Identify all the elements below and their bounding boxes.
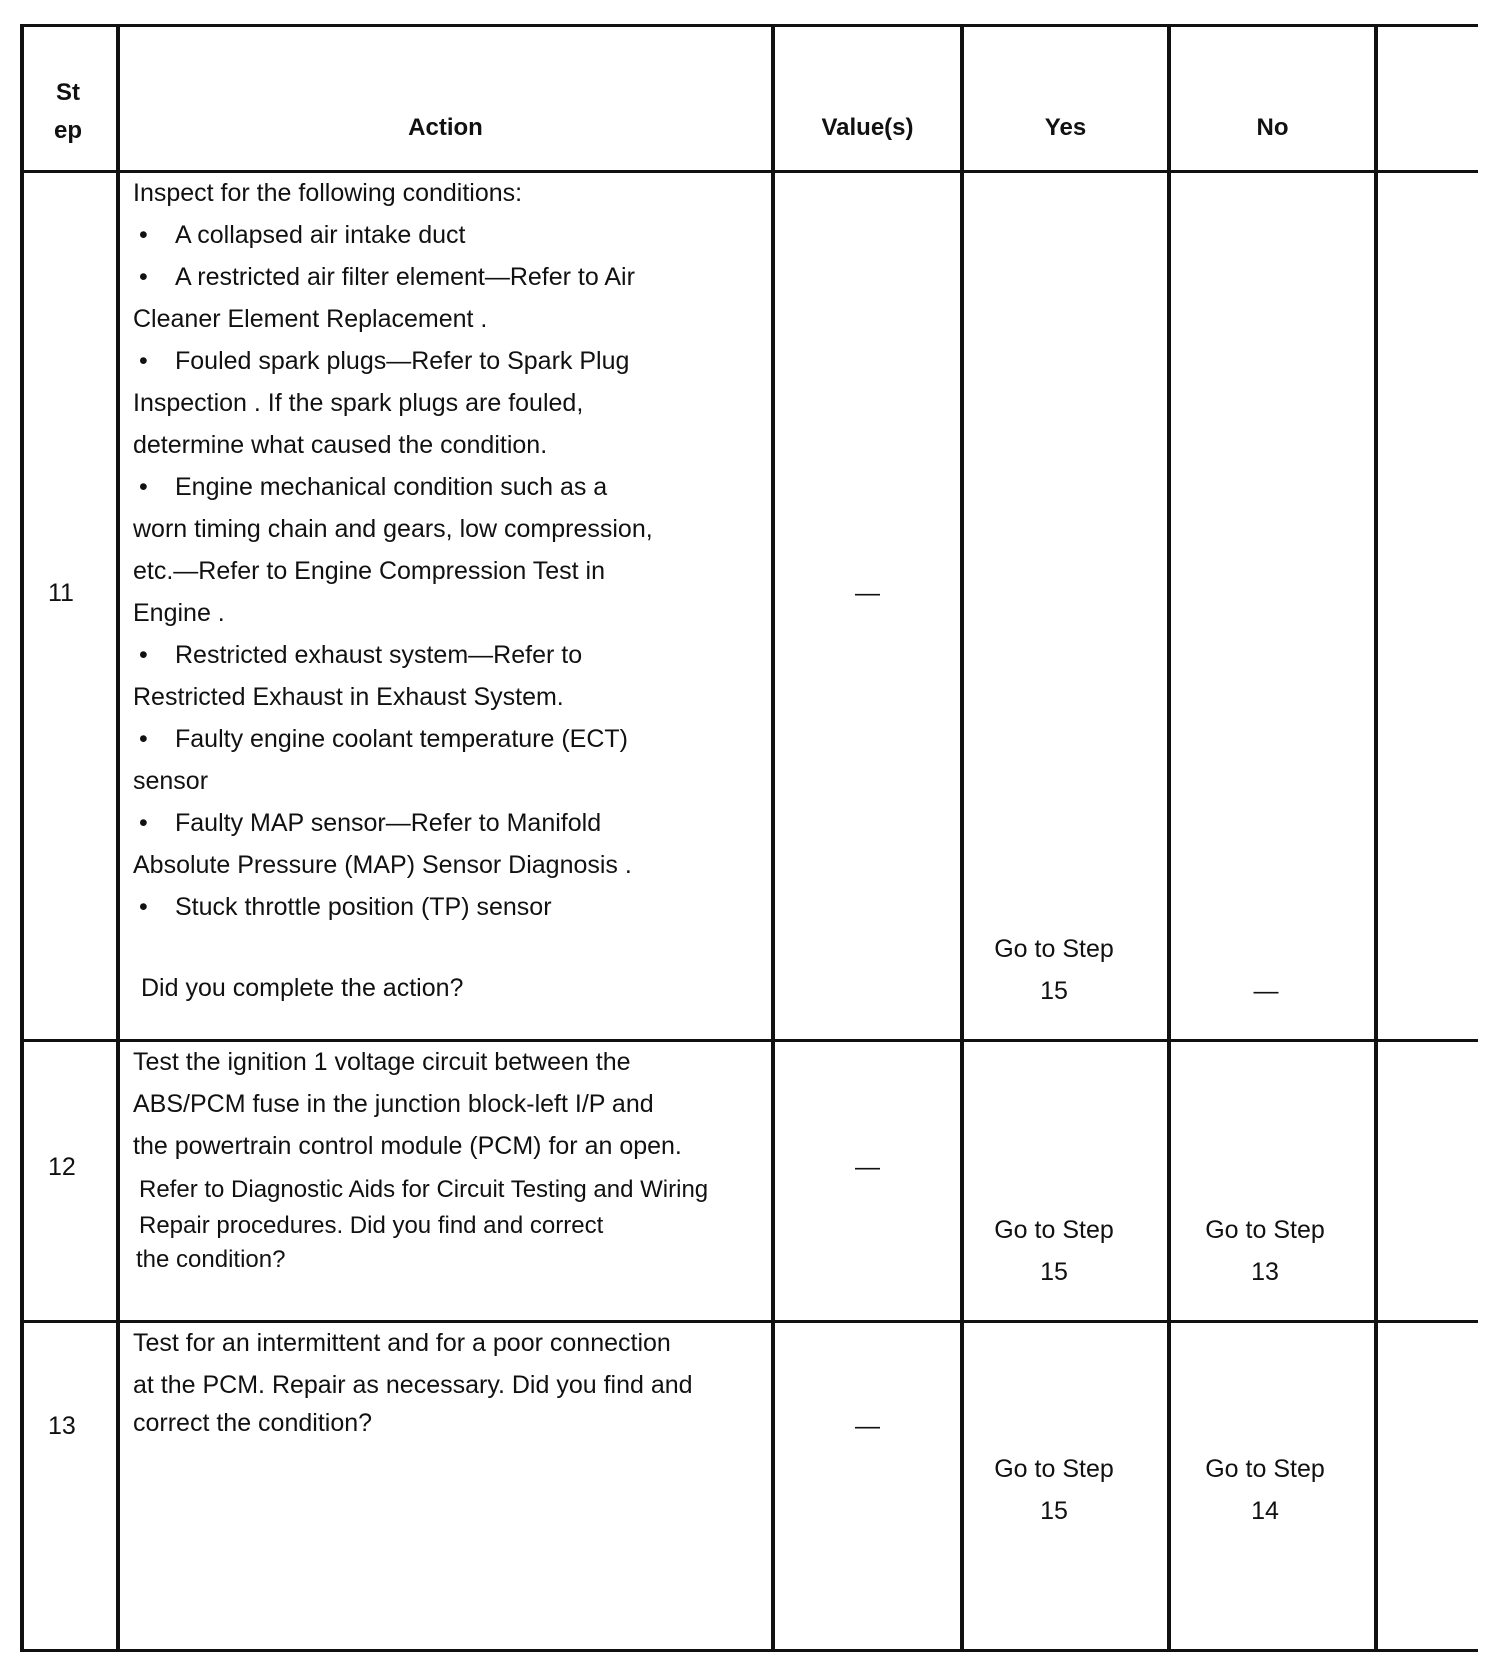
line-text: Inspection . If the spark plugs are fouled, <box>133 389 584 417</box>
row-13-yes-line1: Go to Step <box>994 1455 1114 1483</box>
bullet-item <box>133 214 769 256</box>
line-text: A collapsed air intake duct <box>175 221 466 249</box>
row-13-yes <box>964 1448 1144 1532</box>
header-no: No <box>1256 114 1289 141</box>
line-text: determine what caused the condition. <box>133 431 548 459</box>
row-12-line-6: the condition? <box>136 1246 286 1273</box>
row-13-no-line1: Go to Step <box>1205 1455 1325 1483</box>
line-text: Faulty MAP sensor—Refer to Manifold <box>175 809 602 837</box>
row-13-no <box>1171 1448 1359 1532</box>
bullet-icon: • <box>139 641 148 669</box>
row-13-line-2: at the PCM. Repair as necessary. Did you find and <box>133 1371 693 1399</box>
header-step <box>20 74 116 150</box>
header-step-line2: ep <box>53 117 82 144</box>
line-text: Fouled spark plugs—Refer to Spark Plug <box>175 347 630 375</box>
header-values: Value(s) <box>821 114 914 141</box>
row-12-action <box>133 1041 769 1278</box>
line-text: etc.—Refer to Engine Compression Test in <box>133 557 605 585</box>
text-line <box>133 676 769 718</box>
header-yes: Yes <box>1044 114 1087 141</box>
table-right-border <box>1374 24 1378 1652</box>
line-text: A restricted air filter element—Refer to Air <box>175 263 635 291</box>
line-text: Cleaner Element Replacement . <box>133 305 488 333</box>
bullet-item <box>133 634 769 676</box>
line-text: Restricted Exhaust in Exhaust System. <box>133 683 564 711</box>
row-12-yes-line1: Go to Step <box>994 1216 1114 1244</box>
bullet-icon: • <box>139 221 148 249</box>
text-line <box>133 592 769 634</box>
row-12-no <box>1171 1209 1359 1293</box>
bullet-icon: • <box>139 893 148 921</box>
bullet-item <box>133 466 769 508</box>
row-13-step: 13 <box>48 1412 76 1440</box>
line-text: sensor <box>133 767 209 795</box>
row-13-line-3: correct the condition? <box>133 1409 373 1437</box>
row-11-yes-line2: 15 <box>1040 977 1068 1005</box>
values-col-border <box>960 24 964 1652</box>
bullet-icon: • <box>139 725 148 753</box>
text-line <box>133 844 769 886</box>
bullet-item <box>133 340 769 382</box>
row-11-yes-line1: Go to Step <box>994 935 1114 963</box>
table-top-border <box>20 24 1478 27</box>
text-line <box>133 760 769 802</box>
row-11-action-lines <box>133 172 769 928</box>
bullet-icon: • <box>139 263 148 291</box>
line-text: Absolute Pressure (MAP) Sensor Diagnosis . <box>133 851 632 879</box>
row-13-no-line2: 14 <box>1251 1497 1279 1525</box>
row-13-line-1: Test for an intermittent and for a poor connection <box>133 1329 671 1357</box>
line-text: Engine mechanical condition such as a <box>175 473 608 501</box>
line-text: Faulty engine coolant temperature (ECT) <box>175 725 628 753</box>
row-12-line-5: Repair procedures. Did you find and correct <box>139 1212 604 1239</box>
table-left-border <box>20 24 24 1652</box>
row-11-step: 11 <box>48 579 74 607</box>
bullet-item <box>133 802 769 844</box>
row-11-yes <box>964 928 1144 1012</box>
header-action: Action <box>408 114 483 141</box>
row-12-value: — <box>855 1153 880 1181</box>
line-text: Inspect for the following conditions: <box>133 179 523 207</box>
row-12-no-line2: 13 <box>1251 1258 1279 1286</box>
row-13-action <box>133 1322 769 1440</box>
row-12-line-2: ABS/PCM fuse in the junction block-left I/P and <box>133 1090 654 1118</box>
row-12-line-4: Refer to Diagnostic Aids for Circuit Testing and Wiring <box>139 1176 709 1203</box>
text-line <box>133 424 769 466</box>
bullet-item <box>133 886 769 928</box>
row-12-yes <box>964 1209 1144 1293</box>
text-line <box>133 550 769 592</box>
line-text: Stuck throttle position (TP) sensor <box>175 893 552 921</box>
bullet-icon: • <box>139 347 148 375</box>
row-13-yes-line2: 15 <box>1040 1497 1068 1525</box>
text-line <box>133 172 769 214</box>
text-line <box>133 508 769 550</box>
row-12-yes-line2: 15 <box>1040 1258 1068 1286</box>
text-line <box>133 382 769 424</box>
row-12-line-3: the powertrain control module (PCM) for an open. <box>133 1132 682 1160</box>
row-11-value: — <box>855 579 880 607</box>
line-text: worn timing chain and gears, low compression, <box>133 515 653 543</box>
header-step-line1: St <box>56 79 80 106</box>
line-text: Restricted exhaust system—Refer to <box>175 641 583 669</box>
text-line <box>133 298 769 340</box>
bullet-item <box>133 718 769 760</box>
yes-col-border <box>1167 24 1171 1652</box>
row-12-line-1: Test the ignition 1 voltage circuit between the <box>133 1048 631 1076</box>
bullet-icon: • <box>139 809 148 837</box>
line-text: Engine . <box>133 599 225 627</box>
row-11-action <box>133 172 769 1009</box>
bullet-item <box>133 256 769 298</box>
row-11-no: — <box>1253 977 1279 1005</box>
row-12-step: 12 <box>48 1153 76 1181</box>
step-col-border <box>116 24 120 1652</box>
row-11-question: Did you complete the action? <box>141 974 464 1002</box>
table-bottom-border <box>20 1649 1478 1652</box>
row-13-value: — <box>855 1412 880 1440</box>
row-12-no-line1: Go to Step <box>1205 1216 1325 1244</box>
bullet-icon: • <box>139 473 148 501</box>
diagnostic-table <box>20 24 1478 1652</box>
